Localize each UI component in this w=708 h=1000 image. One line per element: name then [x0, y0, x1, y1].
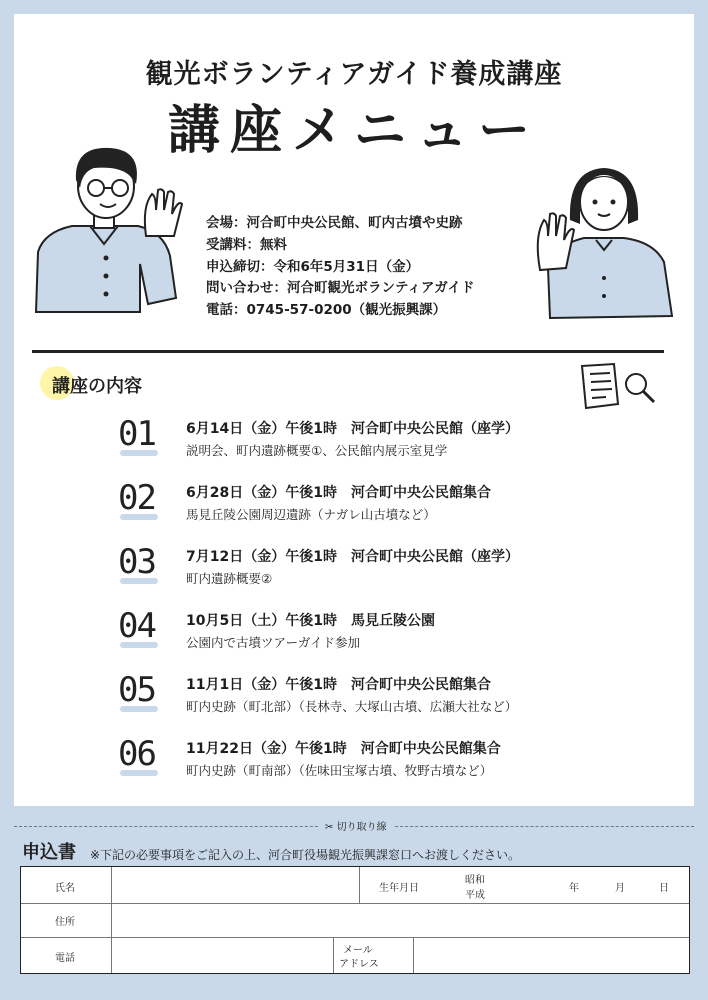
- month-label: 月: [615, 883, 625, 894]
- course-item: [118, 542, 588, 594]
- application-note: ※下記の必要事項をご記入の上、河合町役場観光振興課窓口へお渡しください。: [90, 848, 521, 862]
- birth-label: 生年月日: [379, 883, 419, 894]
- course-description: 町内史跡（町南部）（佐味田宝塚古墳、牧野古墳など）: [186, 763, 493, 778]
- course-number: 01: [118, 414, 155, 454]
- info-deadline: 申込締切：令和6年5月31日（金）: [206, 258, 420, 275]
- course-schedule: 7月12日（金）午後1時 河合町中央公民館（座学）: [186, 549, 519, 565]
- day-label: 日: [659, 883, 669, 894]
- scissors-icon: ✂: [325, 822, 334, 833]
- document-search-icon: [576, 360, 660, 412]
- era-heisei[interactable]: 平成: [465, 890, 485, 901]
- name-label: 氏名: [55, 883, 75, 894]
- divider: [32, 350, 664, 353]
- info-contact: 問い合わせ：河合町観光ボランティアガイド: [206, 280, 475, 297]
- course-description: 馬見丘陵公園周辺遺跡（ナガレ山古墳など）: [186, 507, 436, 522]
- section-title: 講座の内容: [52, 376, 142, 397]
- course-description: 町内遺跡概要②: [186, 571, 273, 586]
- man-illustration: [28, 140, 188, 315]
- name-divider: [359, 867, 360, 903]
- course-description: 公園内で古墳ツアーガイド参加: [186, 635, 361, 650]
- course-number: 04: [118, 606, 155, 646]
- info-phone: 電話：0745-57-0200（観光振興課）: [206, 302, 447, 319]
- woman-illustration: [524, 150, 684, 320]
- course-number: 03: [118, 542, 155, 582]
- course-item: [118, 478, 588, 530]
- mail-label-line1: メール: [343, 945, 373, 956]
- course-description: 説明会、町内遺跡概要①、公民館内展示室見学: [186, 443, 448, 458]
- course-item: [118, 414, 588, 466]
- address-label: 住所: [55, 917, 75, 928]
- cut-line-text: 切り取り線: [336, 822, 387, 833]
- course-number: 02: [118, 478, 155, 518]
- course-item: [118, 734, 588, 786]
- cut-line-label: [319, 818, 393, 833]
- mail-divider: [413, 937, 414, 973]
- email-field[interactable]: [415, 939, 687, 971]
- label-column-divider: [111, 867, 112, 973]
- course-item: [118, 606, 588, 658]
- course-item: [118, 670, 588, 722]
- course-schedule: 11月1日（金）午後1時 河合町中央公民館集合: [186, 677, 491, 693]
- course-number: 05: [118, 670, 155, 710]
- info-venue: 会場：河合町中央公民館、町内古墳や史跡: [206, 215, 463, 231]
- mail-label-line2: アドレス: [339, 959, 379, 970]
- flyer-title: 講座メニュー: [167, 101, 540, 161]
- course-schedule: 11月22日（金）午後1時 河合町中央公民館集合: [186, 741, 501, 757]
- flyer-subtitle: 観光ボランティアガイド養成講座: [145, 59, 563, 90]
- name-field[interactable]: [113, 869, 357, 901]
- phone-field[interactable]: [113, 939, 331, 971]
- row-divider: [21, 903, 689, 904]
- application-title: 申込書: [22, 842, 76, 863]
- course-schedule: 6月28日（金）午後1時 河合町中央公民館集合: [186, 485, 491, 501]
- address-field[interactable]: [113, 905, 687, 935]
- course-schedule: 10月5日（土）午後1時 馬見丘陵公園: [186, 613, 435, 629]
- phone-label: 電話: [55, 953, 75, 964]
- phone-divider: [333, 937, 334, 973]
- course-description: 町内史跡（町北部）（長林寺、大塚山古墳、広瀬大社など）: [186, 699, 518, 714]
- application-form: [20, 866, 690, 974]
- event-info: [206, 213, 474, 322]
- row-divider: [21, 937, 689, 938]
- year-label: 年: [569, 883, 579, 894]
- course-number: 06: [118, 734, 155, 774]
- info-fee: 受講料：無料: [206, 236, 287, 253]
- era-showa[interactable]: 昭和: [465, 875, 485, 886]
- course-schedule: 6月14日（金）午後1時 河合町中央公民館（座学）: [186, 421, 519, 437]
